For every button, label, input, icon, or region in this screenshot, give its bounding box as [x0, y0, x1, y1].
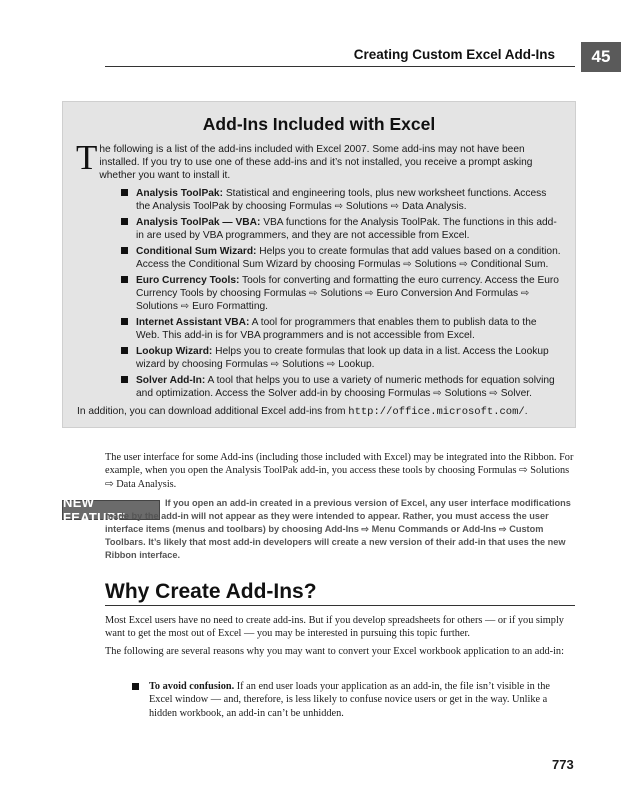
- outro-end: .: [524, 406, 528, 417]
- list-item: [121, 245, 561, 271]
- office-url-link[interactable]: http://office.microsoft.com/: [348, 406, 525, 418]
- sidebar-intro: [76, 138, 561, 182]
- reason-text: If an end user loads your application as an add-in, the file isn’t visible in the Excel window — and, therefore, is less likely to confuse novice users or get in the way. Unlike a hidden workbook, an add-in can’t be unhidden.: [149, 681, 550, 719]
- list-item: [121, 216, 561, 242]
- list-item: [121, 316, 561, 342]
- drop-cap: T: [76, 138, 98, 177]
- add-ins-sidebar: [62, 101, 576, 428]
- item-text: Helps you to create formulas that add values based on a condition. Access the Conditional Sum Wizard by choosing Formulas ⇨ Solutions ⇨ Conditional Sum.: [136, 246, 561, 270]
- bullet-icon: [121, 247, 128, 254]
- body-paragraph-ribbon: The user interface for some Add-ins (including those included with Excel) may be integrated into the Ribbon. For example, when you open the Analysis ToolPak add-in, you access these tools by choosing Formulas ⇨ Solutions ⇨ Data Analysis.: [105, 452, 574, 490]
- reason-bullet: [149, 680, 575, 720]
- list-item: [121, 274, 561, 313]
- bullet-icon: [121, 347, 128, 354]
- item-term: Internet Assistant VBA:: [136, 317, 250, 328]
- item-term: Lookup Wizard:: [136, 346, 213, 357]
- bullet-icon: [121, 189, 128, 196]
- page-number: 773: [552, 757, 574, 772]
- section-rule: [105, 605, 575, 606]
- sidebar-title: Add-Ins Included with Excel: [202, 114, 436, 134]
- sidebar-outro: [77, 405, 561, 419]
- list-item: [121, 187, 561, 213]
- item-text: VBA functions for the Analysis ToolPak. The functions in this add-in are used by VBA programmers, and they are not accessible from Excel.: [136, 217, 557, 241]
- outro-text: In addition, you can download additional Excel add-ins from: [77, 406, 349, 417]
- item-term: Analysis ToolPak — VBA:: [136, 217, 261, 228]
- bullet-icon: [121, 276, 128, 283]
- new-feature-label: NEW FEATURE: [63, 495, 126, 525]
- sidebar-intro-text: he following is a list of the add-ins included with Excel 2007. Some add-ins may not have been installed. If you try to use one of these add-ins and it’s not installed, you receive a prompt asking whether you want to install it.: [99, 144, 533, 181]
- item-text: Tools for converting and formatting the euro currency. Access the Euro Currency Tools by choosing Formulas ⇨ Solutions ⇨ Euro Conversion And Formulas ⇨ Solutions ⇨ Euro Formatting.: [136, 275, 559, 312]
- new-feature-note: If you open an add-in created in a previous version of Excel, any user interface modifications made by the add-in will not appear as they were intended to appear. Rather, you must access the user interface items (menus and toolbars) by choosing Add-Ins ⇨ Menu Commands or Add-Ins ⇨ Custom Toolbars. It’s likely that most add-in developers will create a new version of their add-in that uses the new Ribbon interface.: [105, 498, 571, 560]
- section-heading: Why Create Add-Ins?: [105, 580, 317, 603]
- bullet-icon: [121, 376, 128, 383]
- item-term: Conditional Sum Wizard:: [136, 246, 257, 257]
- bullet-icon: [121, 318, 128, 325]
- list-item: [121, 345, 561, 371]
- item-term: Euro Currency Tools:: [136, 275, 240, 286]
- bullet-icon: [132, 683, 139, 690]
- item-text: A tool that helps you to use a variety of numeric methods for equation solving and optimization. Access the Solver add-in by choosing Formulas ⇨ Solutions ⇨ Solver.: [136, 375, 555, 399]
- running-head: Creating Custom Excel Add-Ins: [353, 47, 555, 62]
- list-item: [121, 374, 561, 400]
- item-text: Statistical and engineering tools, plus new worksheet functions. Access the Analysis ToolPak by choosing Formulas ⇨ Solutions ⇨ Data Analysis.: [136, 188, 547, 212]
- item-term: Analysis ToolPak:: [136, 188, 223, 199]
- item-text: Helps you to create formulas that look up data in a list. Access the Lookup wizard by choosing Formulas ⇨ Solutions ⇨ Lookup.: [136, 346, 549, 370]
- add-ins-list: [77, 187, 561, 400]
- bullet-icon: [121, 218, 128, 225]
- body-paragraph-intro: Most Excel users have no need to create add-ins. But if you develop spreadsheets for others — or if you simply want to get the most out of Excel — you may be interested in pursuing this topic further.: [105, 615, 564, 640]
- item-text: A tool for programmers that enables them to publish data to the Web. This add-in is for VBA programmers and is not accessible from Excel.: [136, 317, 537, 341]
- item-term: Solver Add-In:: [136, 375, 206, 386]
- chapter-number-tab: 45: [581, 42, 621, 72]
- header-rule: [105, 66, 575, 67]
- reason-term: To avoid confusion.: [149, 681, 235, 692]
- body-paragraph-reasons: The following are several reasons why you may want to convert your Excel workbook application to an add-in:: [105, 646, 564, 657]
